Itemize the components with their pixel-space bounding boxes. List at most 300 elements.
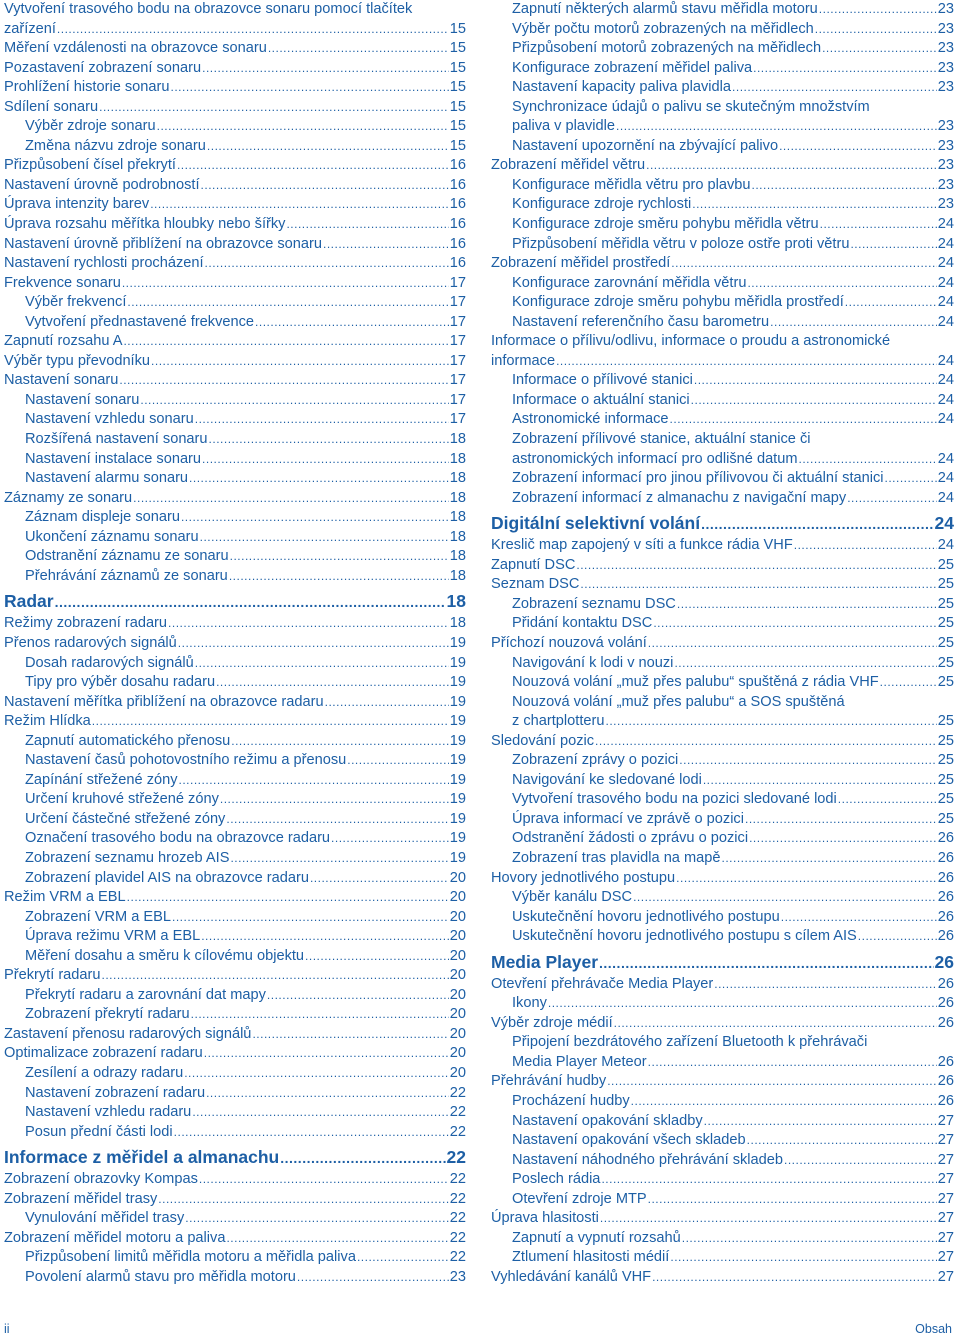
toc-entry[interactable] (491, 829, 954, 849)
toc-entry-title: Pozastavení zobrazení sonaru (4, 59, 202, 76)
toc-entry[interactable] (4, 1025, 466, 1045)
dot-leader (168, 614, 449, 634)
toc-entry[interactable] (4, 1248, 466, 1268)
toc-entry[interactable] (4, 117, 466, 137)
toc-entry[interactable] (4, 410, 466, 430)
toc-entry-title: Zobrazení měřidel prostředí (491, 255, 671, 272)
toc-section-heading[interactable] (4, 591, 466, 613)
toc-entry-title: Hovory jednotlivého postupu (491, 869, 676, 886)
toc-entry[interactable] (4, 274, 466, 294)
toc-entry-title: Konfigurace zdroje rychlosti (512, 196, 692, 213)
toc-entry-title: Nastavení vzhledu radaru (25, 1104, 192, 1121)
toc-entry-title: Seznam DSC (491, 576, 580, 593)
dot-leader (548, 994, 937, 1014)
toc-entry[interactable] (491, 430, 954, 469)
toc-entry-title: Nastavení instalace sonaru (25, 450, 202, 467)
toc-page-number: 24 (937, 274, 954, 291)
toc-page-number: 20 (449, 986, 466, 1003)
toc-page-number: 23 (937, 40, 954, 57)
toc-entry[interactable] (4, 235, 466, 255)
toc-entry[interactable] (4, 215, 466, 235)
toc-entry-title: Informace z měřidel a almanachu (4, 1147, 280, 1168)
toc-page-number: 19 (449, 674, 466, 691)
toc-entry-title: Nouzová volání „muž přes palubu“ spuštěná z rádia VHF (512, 674, 879, 691)
toc-entry[interactable] (491, 313, 954, 333)
toc-entry[interactable] (4, 313, 466, 333)
dot-leader (185, 1209, 449, 1229)
toc-entry-title: Výběr frekvencí (25, 294, 127, 311)
dot-leader (601, 1170, 936, 1190)
dot-leader (599, 953, 934, 974)
dot-leader (677, 595, 937, 615)
toc-entry[interactable] (4, 634, 466, 654)
dot-leader (347, 751, 449, 771)
toc-page-number: 15 (449, 59, 466, 76)
toc-entry[interactable] (491, 1131, 954, 1151)
toc-entry-title: Nastavení alarmu sonaru (25, 470, 189, 487)
toc-entry[interactable] (4, 137, 466, 157)
dot-leader (206, 1084, 449, 1104)
toc-entry[interactable] (4, 673, 466, 693)
toc-page-number: 26 (937, 975, 954, 992)
toc-entry[interactable] (491, 751, 954, 771)
toc-entry-title: Otevření přehrávače Media Player (491, 975, 714, 992)
toc-page-number: 27 (937, 1112, 954, 1129)
toc-entry[interactable] (491, 575, 954, 595)
toc-entry[interactable] (491, 536, 954, 556)
toc-entry[interactable] (491, 254, 954, 274)
dot-leader (732, 78, 937, 98)
toc-entry-title: Přizpůsobení limitů měřidla motoru a měřidla paliva (25, 1249, 356, 1266)
toc-page-number: 18 (449, 431, 466, 448)
footer-section-label: Obsah (915, 1322, 952, 1336)
dot-leader (576, 556, 936, 576)
dot-leader (178, 634, 449, 654)
toc-entry[interactable] (491, 614, 954, 634)
toc-entry[interactable] (491, 489, 954, 509)
toc-entry[interactable] (4, 927, 466, 947)
toc-entry-title: Nastavení náhodného přehrávání skladeb (512, 1151, 783, 1168)
toc-entry-title: Nastavení časů pohotovostního režimu a přenosu (25, 752, 347, 769)
dot-leader (820, 215, 937, 235)
toc-entry[interactable] (491, 673, 954, 693)
dot-leader (55, 592, 446, 613)
toc-entry-title: Nastavení upozornění na zbývající palivo (512, 137, 779, 154)
toc-entry[interactable] (4, 332, 466, 352)
toc-page-number: 27 (937, 1210, 954, 1227)
toc-entry-title: Režim VRM a EBL (4, 889, 126, 906)
toc-page-number: 17 (449, 333, 466, 350)
toc-page-number: 22 (449, 1210, 466, 1227)
toc-entry-title: Zobrazení překrytí radaru (25, 1006, 190, 1023)
dot-leader (633, 888, 937, 908)
toc-entry-title: Označení trasového bodu na obrazovce radaru (25, 830, 331, 847)
toc-entry[interactable] (4, 1103, 466, 1123)
toc-entry[interactable] (4, 352, 466, 372)
toc-entry[interactable] (491, 654, 954, 674)
toc-entry-title: Přizpůsobení měřidla větru v poloze ostře proti větru (512, 235, 850, 252)
toc-entry[interactable] (4, 98, 466, 118)
dot-leader (648, 634, 937, 654)
toc-page-number: 24 (937, 235, 954, 252)
toc-page-number: 15 (449, 79, 466, 96)
toc-entry[interactable] (4, 1044, 466, 1064)
dot-leader (297, 1268, 449, 1288)
dot-leader (230, 547, 449, 567)
toc-page-number: 25 (937, 771, 954, 788)
toc-page-number: 23 (937, 118, 954, 135)
toc-entry[interactable] (491, 20, 954, 40)
dot-leader (745, 810, 937, 830)
toc-entry-title: Úprava informací ve zprávě o pozici (512, 810, 744, 827)
toc-entry[interactable] (491, 869, 954, 889)
toc-page-number: 16 (449, 157, 466, 174)
toc-entry[interactable] (4, 1084, 466, 1104)
toc-entry[interactable] (491, 1151, 954, 1171)
toc-entry[interactable] (491, 1072, 954, 1092)
dot-leader (822, 39, 937, 59)
toc-entry[interactable] (4, 751, 466, 771)
dot-leader (140, 391, 448, 411)
toc-entry[interactable] (4, 469, 466, 489)
toc-entry[interactable] (4, 1209, 466, 1229)
toc-entry[interactable] (491, 790, 954, 810)
toc-entry[interactable] (491, 98, 954, 137)
toc-page-number: 26 (937, 849, 954, 866)
toc-entry[interactable] (491, 195, 954, 215)
dot-leader (158, 1190, 448, 1210)
toc-entry-title: Uskutečnění hovoru jednotlivého postupu s cílem AIS (512, 928, 857, 945)
toc-entry[interactable] (491, 1170, 954, 1190)
toc-page-number: 24 (937, 372, 954, 389)
toc-page-number: 20 (449, 1025, 466, 1042)
toc-entry[interactable] (491, 975, 954, 995)
toc-page-number: 25 (937, 810, 954, 827)
toc-page-number: 26 (937, 1053, 954, 1070)
toc-entry[interactable] (4, 156, 466, 176)
toc-page-number: 27 (937, 1151, 954, 1168)
toc-entry-title: Zapnutí automatického přenosu (25, 732, 231, 749)
dot-leader (694, 371, 937, 391)
toc-page-number: 18 (446, 591, 466, 612)
toc-page-number: 26 (937, 928, 954, 945)
toc-entry[interactable] (491, 810, 954, 830)
toc-entry[interactable] (4, 371, 466, 391)
toc-page-number: 17 (449, 391, 466, 408)
dot-leader (653, 614, 936, 634)
dot-leader (325, 693, 449, 713)
toc-entry[interactable] (491, 156, 954, 176)
toc-page-number: 19 (449, 791, 466, 808)
toc-entry[interactable] (491, 332, 954, 371)
toc-page-number: 20 (449, 967, 466, 984)
toc-page-number: 17 (449, 411, 466, 428)
dot-leader (268, 39, 449, 59)
toc-entry[interactable] (491, 176, 954, 196)
toc-entry-title: Režim Hlídka (4, 713, 91, 730)
toc-entry-title: Zobrazení seznamu hrozeb AIS (25, 849, 230, 866)
toc-entry[interactable] (491, 732, 954, 752)
toc-page-number: 22 (449, 1123, 466, 1140)
toc-entry[interactable] (491, 137, 954, 157)
toc-entry-title: Nastavení měřítka přiblížení na obrazovce radaru (4, 693, 324, 710)
toc-entry[interactable] (4, 654, 466, 674)
dot-leader (92, 712, 449, 732)
toc-entry[interactable] (4, 195, 466, 215)
toc-entry[interactable] (4, 1064, 466, 1084)
toc-page-number: 24 (937, 470, 954, 487)
toc-entry[interactable] (4, 547, 466, 567)
toc-entry[interactable] (4, 489, 466, 509)
toc-entry[interactable] (491, 888, 954, 908)
toc-entry-title: Sledování pozic (491, 732, 595, 749)
toc-entry[interactable] (491, 39, 954, 59)
toc-entry-title: Určení částečné střežené zóny (25, 810, 226, 827)
toc-page-number: 17 (449, 372, 466, 389)
toc-entry[interactable] (4, 1170, 466, 1190)
toc-entry-title: Zobrazení tras plavidla na mapě (512, 849, 721, 866)
dot-leader (220, 790, 449, 810)
toc-page-number: 19 (449, 830, 466, 847)
toc-page-number: 24 (937, 294, 954, 311)
toc-page-number: 19 (449, 752, 466, 769)
toc-entry-title: Nastavení kapacity paliva plavidla (512, 79, 732, 96)
toc-entry[interactable] (491, 595, 954, 615)
toc-page-number: 19 (449, 654, 466, 671)
toc-entry[interactable] (491, 410, 954, 430)
toc-section-heading[interactable] (491, 952, 954, 974)
toc-page-number: 23 (937, 59, 954, 76)
toc-entry[interactable] (4, 567, 466, 587)
toc-entry[interactable] (491, 469, 954, 489)
toc-entry-title: Překrytí radaru (4, 967, 101, 984)
dot-leader (845, 293, 937, 313)
dot-leader (815, 20, 937, 40)
toc-entry[interactable] (4, 59, 466, 79)
toc-entry[interactable] (491, 771, 954, 791)
toc-entry[interactable] (491, 371, 954, 391)
dot-leader (779, 137, 937, 157)
toc-entry[interactable] (4, 849, 466, 869)
dot-leader (331, 829, 449, 849)
toc-entry[interactable] (4, 508, 466, 528)
toc-entry-title: Přidání kontaktu DSC (512, 615, 653, 632)
toc-entry-title: informace (491, 352, 556, 369)
toc-entry[interactable] (491, 908, 954, 928)
toc-entry-line: Připojení bezdrátového zařízení Bluetooth k přehrávači (512, 1034, 868, 1051)
toc-page-number: 18 (449, 548, 466, 565)
dot-leader (781, 908, 937, 928)
toc-entry[interactable] (491, 274, 954, 294)
toc-entry[interactable] (4, 39, 466, 59)
toc-entry[interactable] (491, 293, 954, 313)
toc-entry[interactable] (491, 634, 954, 654)
toc-entry[interactable] (4, 908, 466, 928)
toc-entry[interactable] (491, 78, 954, 98)
dot-leader (819, 0, 937, 20)
toc-entry[interactable] (4, 986, 466, 1006)
toc-entry[interactable] (491, 59, 954, 79)
dot-leader (747, 274, 936, 294)
toc-entry[interactable] (4, 450, 466, 470)
dot-leader (703, 771, 937, 791)
toc-page-number: 18 (449, 615, 466, 632)
toc-entry[interactable] (491, 1033, 954, 1072)
toc-section-heading[interactable] (491, 513, 954, 535)
toc-entry[interactable] (491, 693, 954, 732)
toc-entry[interactable] (4, 0, 466, 39)
toc-entry[interactable] (491, 1209, 954, 1229)
toc-entry[interactable] (4, 614, 466, 634)
toc-entry[interactable] (4, 966, 466, 986)
toc-entry-title: Zapnutí rozsahu A (4, 333, 123, 350)
dot-leader (753, 59, 937, 79)
toc-page-number: 22 (449, 1249, 466, 1266)
toc-entry-title: Otevření zdroje MTP (512, 1190, 647, 1207)
toc-page-number: 19 (449, 771, 466, 788)
toc-entry[interactable] (491, 391, 954, 411)
dot-leader (885, 469, 937, 489)
toc-entry-title: Přehrávání hudby (491, 1073, 607, 1090)
toc-entry[interactable] (491, 235, 954, 255)
toc-entry[interactable] (4, 1268, 466, 1288)
toc-entry[interactable] (4, 947, 466, 967)
toc-entry-title: Povolení alarmů stavu pro měřidla motoru (25, 1268, 296, 1285)
toc-entry-title: Ztlumení hlasitosti médií (512, 1249, 670, 1266)
toc-page-number: 23 (937, 157, 954, 174)
toc-entry[interactable] (491, 1268, 954, 1288)
toc-page-number: 22 (449, 1084, 466, 1101)
toc-entry-title: Zastavení přenosu radarových signálů (4, 1025, 252, 1042)
toc-entry[interactable] (491, 849, 954, 869)
toc-right-column (491, 0, 954, 1287)
dot-leader (280, 1148, 445, 1169)
toc-entry[interactable] (4, 790, 466, 810)
toc-entry[interactable] (4, 430, 466, 450)
toc-entry-title: Konfigurace zdroje směru pohybu měřidla větru (512, 216, 819, 233)
dot-leader (199, 1170, 449, 1190)
toc-page-number: 15 (449, 137, 466, 154)
toc-entry[interactable] (4, 1005, 466, 1025)
toc-page-number: 27 (937, 1249, 954, 1266)
toc-entry[interactable] (4, 693, 466, 713)
toc-page-number: 17 (449, 352, 466, 369)
toc-entry[interactable] (4, 78, 466, 98)
toc-entry-title: Zapnutí a vypnutí rozsahů (512, 1229, 681, 1246)
toc-entry[interactable] (4, 293, 466, 313)
toc-entry-title: Konfigurace zarovnání měřidla větru (512, 274, 747, 291)
toc-page-number: 24 (937, 352, 954, 369)
toc-entry-title: Nastavení zobrazení radaru (25, 1084, 206, 1101)
toc-entry-title: Měření vzdálenosti na obrazovce sonaru (4, 40, 267, 57)
toc-entry[interactable] (491, 0, 954, 20)
toc-entry-title: Informace o aktuální stanici (512, 391, 690, 408)
toc-entry[interactable] (4, 888, 466, 908)
toc-entry[interactable] (491, 1112, 954, 1132)
toc-page-number: 20 (449, 1006, 466, 1023)
dot-leader (616, 117, 937, 137)
toc-entry[interactable] (4, 1229, 466, 1249)
toc-section-heading[interactable] (4, 1147, 466, 1169)
toc-entry[interactable] (4, 1123, 466, 1143)
dot-leader (207, 137, 449, 157)
dot-leader (127, 293, 448, 313)
dot-leader (847, 489, 937, 509)
dot-leader (205, 254, 449, 274)
toc-page-number: 19 (449, 732, 466, 749)
dot-leader (202, 59, 449, 79)
toc-entry[interactable] (4, 732, 466, 752)
dot-leader (784, 1151, 937, 1171)
toc-entry[interactable] (4, 391, 466, 411)
toc-page-number: 25 (937, 556, 954, 573)
toc-entry[interactable] (4, 254, 466, 274)
toc-entry[interactable] (491, 1229, 954, 1249)
toc-entry-title: Přenos radarových signálů (4, 634, 177, 651)
toc-entry[interactable] (491, 994, 954, 1014)
toc-page-number: 26 (937, 830, 954, 847)
dot-leader (127, 888, 449, 908)
toc-entry[interactable] (491, 1248, 954, 1268)
dot-leader (752, 176, 937, 196)
toc-page-number: 27 (937, 1268, 954, 1285)
toc-entry[interactable] (491, 556, 954, 576)
toc-page-number: 16 (449, 196, 466, 213)
toc-entry-title: Tipy pro výběr dosahu radaru (25, 674, 216, 691)
toc-entry-title: Výběr typu převodníku (4, 352, 151, 369)
toc-page-number: 22 (449, 1171, 466, 1188)
toc-page-number: 26 (937, 889, 954, 906)
toc-page-number: 23 (937, 176, 954, 193)
toc-entry-title: Zapnutí některých alarmů stavu měřidla motoru (512, 1, 818, 17)
toc-page-number: 23 (937, 1, 954, 17)
toc-entry[interactable] (491, 1190, 954, 1210)
toc-entry[interactable] (4, 176, 466, 196)
dot-leader (714, 975, 937, 995)
toc-page-number: 16 (449, 255, 466, 272)
dot-leader (607, 1072, 937, 1092)
toc-entry-title: Astronomické informace (512, 411, 669, 428)
dot-leader (838, 790, 937, 810)
dot-leader (794, 536, 937, 556)
toc-entry-title: Media Player (491, 951, 598, 972)
dot-leader (192, 1103, 448, 1123)
toc-entry[interactable] (4, 1190, 466, 1210)
dot-leader (177, 156, 449, 176)
toc-entry-line: Vytvoření trasového bodu na obrazovce sonaru pomocí tlačítek (4, 1, 413, 17)
toc-entry[interactable] (4, 712, 466, 732)
toc-entry[interactable] (491, 215, 954, 235)
toc-entry[interactable] (4, 829, 466, 849)
toc-page-number: 17 (449, 313, 466, 330)
toc-page-number: 17 (449, 274, 466, 291)
toc-entry-title: Zobrazení měřidel motoru a paliva (4, 1229, 226, 1246)
dot-leader (255, 313, 449, 333)
dot-leader (174, 1123, 449, 1143)
toc-entry[interactable] (491, 927, 954, 947)
toc-entry[interactable] (4, 810, 466, 830)
dot-leader (99, 98, 449, 118)
toc-entry[interactable] (491, 1014, 954, 1034)
toc-entry[interactable] (4, 528, 466, 548)
toc-entry-title: Navigování ke sledované lodi (512, 771, 702, 788)
toc-entry[interactable] (491, 1092, 954, 1112)
toc-entry[interactable] (4, 869, 466, 889)
toc-entry[interactable] (4, 771, 466, 791)
toc-entry-title: Konfigurace zdroje směru pohybu měřidla prostředí (512, 294, 844, 311)
dot-leader (201, 176, 449, 196)
dot-leader (323, 235, 449, 255)
